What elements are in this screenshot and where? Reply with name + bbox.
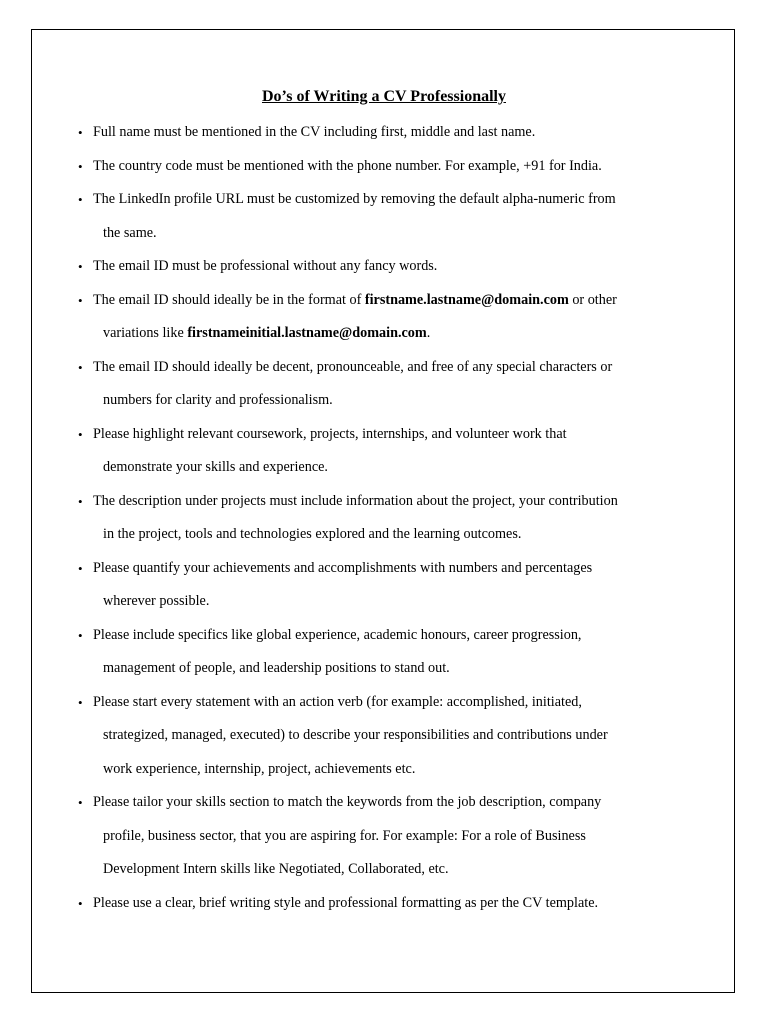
email-variation-example: firstnameinitial.lastname@domain.com (187, 325, 427, 341)
list-item-action-verb (76, 686, 676, 787)
bullet-icon: • (78, 795, 83, 810)
item-text-continued: in the project, tools and technologies explored and the learning outcomes. (103, 526, 522, 542)
document-title: Do’s of Writing a CV Professionally (261, 88, 506, 105)
list-item-writing-style (76, 887, 676, 921)
bullet-icon: • (78, 125, 83, 140)
item-text-continued: work experience, internship, project, achievements etc. (103, 760, 416, 777)
bullet-icon: • (78, 560, 83, 576)
item-text: The email ID should ideally be decent, pronounceable, and free of any special characters or (93, 358, 613, 375)
bullet-icon: • (78, 627, 83, 643)
list-item-email-professional (76, 250, 676, 284)
bullet-icon: • (78, 895, 83, 911)
list-item-email-decent (76, 351, 676, 418)
item-text (93, 284, 676, 318)
item-text: Please quantify your achievements and accomplishments with numbers and percentages (93, 559, 593, 576)
bullet-icon: • (78, 694, 83, 710)
list-item-full-name (76, 116, 676, 150)
bullet-icon: • (78, 359, 83, 375)
item-text: Please tailor your skills section to match the keywords from the job description, company (93, 794, 602, 810)
item-text-continued: management of people, and leadership positions to stand out. (103, 660, 450, 676)
item-text-continued: wherever possible. (103, 593, 210, 609)
item-text-continued: profile, business sector, that you are aspiring for. For example: For a role of Business (103, 827, 586, 844)
bullet-icon: • (78, 493, 83, 509)
list-item-quantify-achievements (76, 552, 676, 619)
item-text: The description under projects must include information about the project, your contribution (93, 492, 618, 509)
bullet-icon: • (78, 259, 83, 274)
list-item-highlight-coursework (76, 418, 676, 485)
item-text-continued: Development Intern skills like Negotiated, Collaborated, etc. (103, 861, 449, 877)
item-text: Full name must be mentioned in the CV including first, middle and last name. (93, 124, 536, 140)
item-text-segment: variations like (103, 325, 188, 341)
item-text: Please use a clear, brief writing style and professional formatting as per the CV template. (93, 894, 599, 911)
item-text-continued: strategized, managed, executed) to describe your responsibilities and contributions under (103, 727, 608, 743)
item-text: Please start every statement with an action verb (for example: accomplished, initiated, (93, 693, 582, 710)
email-format-example: firstname.lastname@domain.com (364, 291, 569, 308)
item-text: The LinkedIn profile URL must be customized by removing the default alpha-numeric from (93, 191, 616, 207)
item-text-segment: or other (568, 291, 617, 308)
item-text: The email ID must be professional without any fancy words. (93, 258, 438, 274)
list-item-tailor-skills (76, 786, 676, 887)
list-item-linkedin-url (76, 183, 676, 250)
list-item-country-code (76, 150, 676, 184)
list-item-project-description (76, 485, 676, 552)
item-text: Please highlight relevant coursework, projects, internships, and volunteer work that (93, 425, 567, 442)
bullet-icon: • (78, 158, 83, 174)
list-item-include-specifics (76, 619, 676, 686)
bullet-icon: • (78, 292, 83, 308)
item-text: Please include specifics like global experience, academic honours, career progression, (93, 626, 582, 643)
dos-list (76, 116, 676, 920)
item-text-continued: numbers for clarity and professionalism. (103, 392, 333, 408)
bullet-icon: • (78, 192, 83, 207)
list-item-email-format (76, 284, 676, 351)
item-text-segment: . (426, 325, 431, 341)
item-text-continued: the same. (103, 224, 157, 241)
item-text: The country code must be mentioned with the phone number. For example, +91 for India. (93, 157, 602, 174)
item-text-continued: demonstrate your skills and experience. (103, 459, 328, 475)
item-text-continued (93, 317, 676, 351)
bullet-icon: • (78, 426, 83, 442)
item-text-segment: The email ID should ideally be in the format of (93, 291, 365, 308)
